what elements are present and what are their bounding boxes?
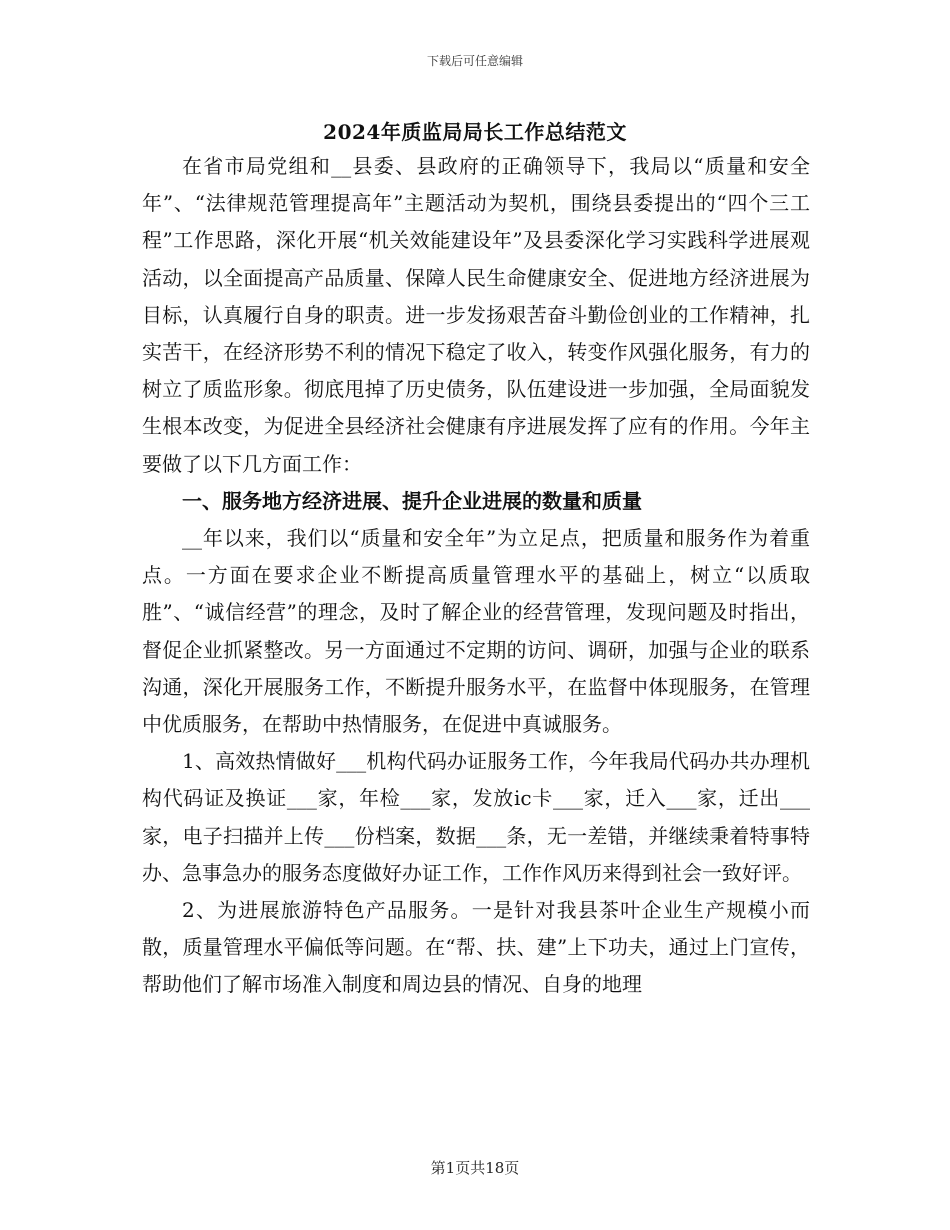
section-heading: 一、服务地方经济进展、提升企业进展的数量和质量 (182, 488, 642, 513)
document-title: 2024年质监局局长工作总结范文 (323, 120, 627, 144)
document-body (142, 148, 810, 1004)
page-footer: 第1页共18页 (430, 1159, 520, 1177)
intro-paragraph: 在省市局党组和__县委、县政府的正确领导下，我局以“质量和安全年”、“法律规范管理提高年”主题活动为契机，围绕县委提出的“四个三工程”工作思路，深化开展“机关效能建设年”及县委深化学习实践科学进展观活动，以全面提高产品质量、保障人民生命健康安全、促进地方经济进展为目标，认真履行自身的职责。进一步发扬艰苦奋斗勤俭创业的工作精神，扎实苦干，在经济形势不利的情况下稳定了收入，转变作风强化服务，有力的树立了质监形象。彻底甩掉了历史债务，队伍建设进一步加强，全局面貌发生根本改变，为促进全县经济社会健康有序进展发挥了应有的作用。今年主要做了以下几方面工作： (142, 154, 810, 476)
section-paragraph: 1、高效热情做好___机构代码办证服务工作，今年我局代码办共办理机构代码证及换证___家，年检___家，发放ic卡___家，迁入___家，迁出___家，电子扫描并上传___份档案，数据___条，无一差错，并继续秉着特事特办、急事急办的服务态度做好办证工作，工作作风历来得到社会一致好评。 (142, 749, 810, 885)
page-header: 下载后可任意编辑 (426, 54, 523, 68)
section-paragraph: 2、为进展旅游特色产品服务。一是针对我县茶叶企业生产规模小而散，质量管理水平偏低等问题。在“帮、扶、建”上下功夫，通过上门宣传，帮助他们了解市场准入制度和周边县的情况、自身的地理 (142, 898, 810, 997)
section-paragraph: __年以来，我们以“质量和安全年”为立足点，把质量和服务作为着重点。一方面在要求企业不断提高质量管理水平的基础上，树立“以质取胜”、“诚信经营”的理念，及时了解企业的经营管理，发现问题及时指出，督促企业抓紧整改。另一方面通过不定期的访问、调研，加强与企业的联系沟通，深化开展服务工作，不断提升服务水平，在监督中体现服务，在管理中优质服务，在帮助中热情服务，在促进中真诚服务。 (142, 526, 810, 737)
